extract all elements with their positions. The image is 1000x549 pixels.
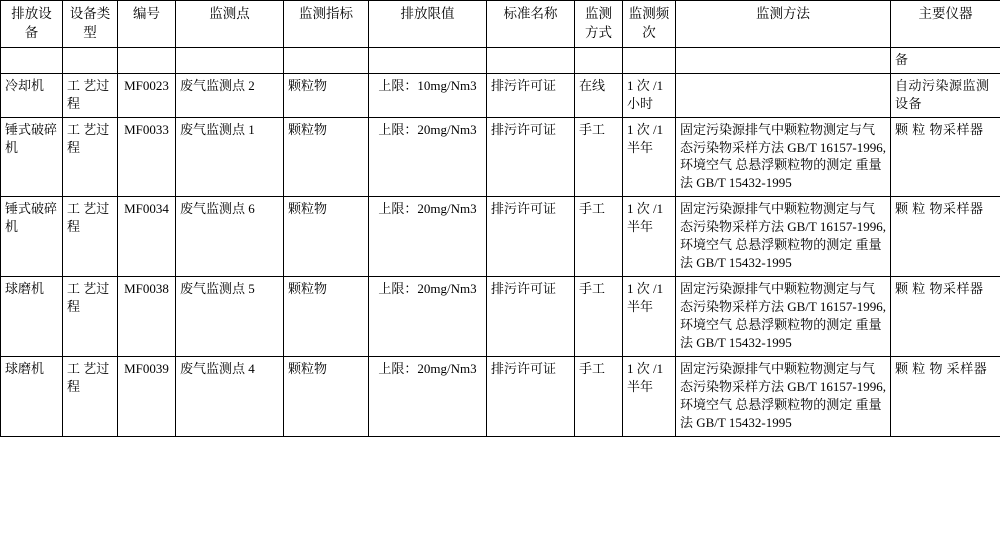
cell-device: 锤式破碎机 <box>1 117 63 197</box>
table-row <box>1 47 1000 73</box>
cell-indicator: 颗粒物 <box>284 197 369 277</box>
cell-main-instrument: 颗 粒 物采样器 <box>891 197 1000 277</box>
cell-standard-name <box>487 47 575 73</box>
table-row <box>1 356 1000 436</box>
cell-device-type <box>63 47 118 73</box>
cell-monitoring-method: 固定污染源排气中颗粒物测定与气态污染物采样方法 GB/T 16157-1996,环境空气 总悬浮颗粒物的测定 重量法 GB/T 15432-1995 <box>676 277 891 357</box>
column-header-monitoring-point: 监测点 <box>176 1 284 48</box>
cell-monitoring-point: 废气监测点 2 <box>176 73 284 117</box>
cell-standard-name: 排污许可证 <box>487 277 575 357</box>
cell-device: 球磨机 <box>1 277 63 357</box>
cell-frequency: 1 次 /1 小时 <box>623 73 676 117</box>
table-header <box>1 1 1000 48</box>
table-row <box>1 73 1000 117</box>
cell-indicator <box>284 47 369 73</box>
cell-main-instrument: 备 <box>891 47 1000 73</box>
table-header-row <box>1 1 1000 48</box>
table-row <box>1 277 1000 357</box>
cell-emission-limit: 上限：20mg/Nm3 <box>369 356 487 436</box>
cell-monitoring-point: 废气监测点 4 <box>176 356 284 436</box>
cell-frequency: 1 次 /1 半年 <box>623 117 676 197</box>
cell-emission-limit <box>369 47 487 73</box>
cell-monitoring-point: 废气监测点 5 <box>176 277 284 357</box>
column-header-frequency: 监测频次 <box>623 1 676 48</box>
column-header-monitoring-mode: 监测方式 <box>575 1 623 48</box>
cell-standard-name: 排污许可证 <box>487 356 575 436</box>
table-row <box>1 117 1000 197</box>
cell-monitoring-mode <box>575 47 623 73</box>
cell-device-type: 工 艺过程 <box>63 277 118 357</box>
column-header-main-instrument: 主要仪器 <box>891 1 1000 48</box>
column-header-device-type: 设备类型 <box>63 1 118 48</box>
cell-main-instrument: 颗 粒 物采样器 <box>891 117 1000 197</box>
cell-code: MF0033 <box>118 117 176 197</box>
cell-code: MF0039 <box>118 356 176 436</box>
cell-device-type: 工 艺过程 <box>63 197 118 277</box>
cell-device: 冷却机 <box>1 73 63 117</box>
cell-emission-limit: 上限：20mg/Nm3 <box>369 197 487 277</box>
cell-standard-name: 排污许可证 <box>487 197 575 277</box>
cell-monitoring-mode: 手工 <box>575 277 623 357</box>
cell-monitoring-mode: 在线 <box>575 73 623 117</box>
cell-main-instrument: 颗 粒 物 采样器 <box>891 356 1000 436</box>
cell-main-instrument: 自动污染源监测设备 <box>891 73 1000 117</box>
cell-device-type: 工 艺过程 <box>63 117 118 197</box>
column-header-emission-limit: 排放限值 <box>369 1 487 48</box>
cell-frequency <box>623 47 676 73</box>
cell-indicator: 颗粒物 <box>284 277 369 357</box>
cell-monitoring-method: 固定污染源排气中颗粒物测定与气态污染物采样方法 GB/T 16157-1996,环境空气 总悬浮颗粒物的测定 重量法 GB/T 15432-1995 <box>676 117 891 197</box>
cell-indicator: 颗粒物 <box>284 117 369 197</box>
cell-frequency: 1 次 /1 半年 <box>623 356 676 436</box>
cell-code <box>118 47 176 73</box>
cell-device-type: 工 艺过程 <box>63 356 118 436</box>
cell-monitoring-mode: 手工 <box>575 117 623 197</box>
cell-monitoring-mode: 手工 <box>575 356 623 436</box>
cell-frequency: 1 次 /1 半年 <box>623 197 676 277</box>
cell-emission-limit: 上限：20mg/Nm3 <box>369 277 487 357</box>
cell-code: MF0034 <box>118 197 176 277</box>
cell-monitoring-method: 固定污染源排气中颗粒物测定与气态污染物采样方法 GB/T 16157-1996,环境空气 总悬浮颗粒物的测定 重量法 GB/T 15432-1995 <box>676 197 891 277</box>
cell-indicator: 颗粒物 <box>284 356 369 436</box>
cell-device: 锤式破碎机 <box>1 197 63 277</box>
cell-indicator: 颗粒物 <box>284 73 369 117</box>
cell-frequency: 1 次 /1 半年 <box>623 277 676 357</box>
column-header-standard-name: 标准名称 <box>487 1 575 48</box>
cell-standard-name: 排污许可证 <box>487 117 575 197</box>
table-row <box>1 197 1000 277</box>
cell-code: MF0038 <box>118 277 176 357</box>
column-header-code: 编号 <box>118 1 176 48</box>
cell-standard-name: 排污许可证 <box>487 73 575 117</box>
cell-monitoring-point: 废气监测点 6 <box>176 197 284 277</box>
cell-device <box>1 47 63 73</box>
cell-monitoring-point: 废气监测点 1 <box>176 117 284 197</box>
column-header-device: 排放设备 <box>1 1 63 48</box>
column-header-monitoring-method: 监测方法 <box>676 1 891 48</box>
table-body <box>1 47 1000 436</box>
cell-code: MF0023 <box>118 73 176 117</box>
cell-device: 球磨机 <box>1 356 63 436</box>
cell-monitoring-method: 固定污染源排气中颗粒物测定与气态污染物采样方法 GB/T 16157-1996,环境空气 总悬浮颗粒物的测定 重量法 GB/T 15432-1995 <box>676 356 891 436</box>
cell-monitoring-mode: 手工 <box>575 197 623 277</box>
cell-device-type: 工 艺过程 <box>63 73 118 117</box>
cell-monitoring-point <box>176 47 284 73</box>
cell-emission-limit: 上限：10mg/Nm3 <box>369 73 487 117</box>
cell-monitoring-method <box>676 47 891 73</box>
cell-monitoring-method <box>676 73 891 117</box>
column-header-indicator: 监测指标 <box>284 1 369 48</box>
cell-emission-limit: 上限：20mg/Nm3 <box>369 117 487 197</box>
cell-main-instrument: 颗 粒 物采样器 <box>891 277 1000 357</box>
